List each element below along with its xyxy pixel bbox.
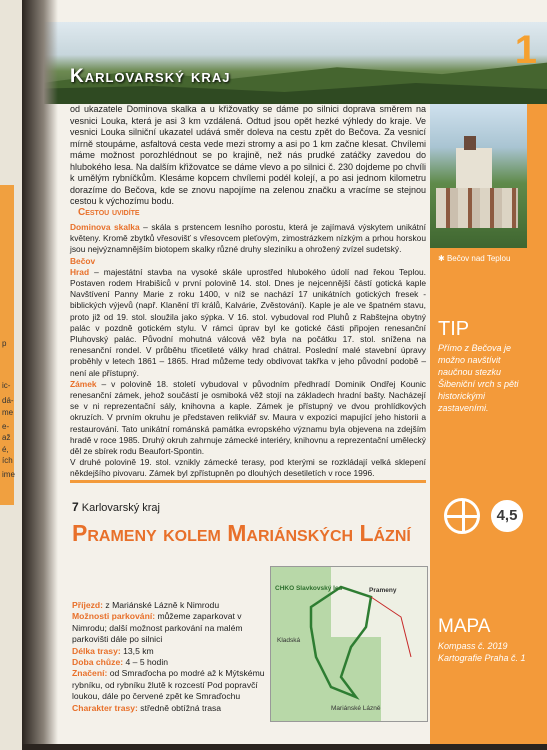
fragment: p <box>2 339 7 348</box>
info-row: Délka trasy: 13,5 km <box>72 645 154 656</box>
bottom-edge <box>22 744 547 750</box>
fragment: až <box>2 433 11 442</box>
info-row: Příjezd: z Mariánské Lázně k Nimrodu <box>72 600 220 610</box>
fragment: dá- <box>2 396 14 405</box>
fragment: me <box>2 408 14 417</box>
castle-photo <box>430 104 527 248</box>
header-banner-photo <box>22 22 547 104</box>
map-title: MAPA <box>438 616 491 637</box>
info-row: Značení: od Smraďocha po modré až k Mýtskému rybníku, od rybníku žlutě k rozcestí Pod popravčí loukou, dále po červené zpět ke Smraďochu <box>72 668 265 702</box>
difficulty-icon <box>444 498 480 534</box>
route-subheading: 7 Karlovarský kraj <box>72 500 160 514</box>
route-title: Prameny kolem Mariánských Lázní <box>72 520 411 546</box>
fragment: ic- <box>2 381 11 390</box>
info-row: Charakter trasy: středně obtížná trasa <box>72 702 222 713</box>
tip-title: TIP <box>438 318 470 340</box>
fragment: ích <box>2 456 13 465</box>
book-gutter <box>22 0 58 750</box>
info-row: Doba chůze: 4 – 5 hodin <box>72 657 169 668</box>
rating-badge: 4,5 <box>489 498 525 534</box>
fragment: e- <box>2 422 10 431</box>
region-title: Karlovarský kraj <box>70 66 231 87</box>
info-row: Možnosti parkování: můžeme zaparkovat v Nimrodu; další možnost parkování na malém parkovišti dále po silnici <box>72 611 243 645</box>
route-info <box>72 600 267 714</box>
map-text: Kompass č. 2019 Kartografie Praha č. 1 <box>438 641 526 663</box>
chapter-number: 1 <box>514 28 537 72</box>
sights-text: Dominova skalka – skála s prstencem lesního porostu, která je zajímavá výskytem unikátní květeny. Kromě zbytků vřesovišť s vřesovcem pleťovým, zimostrázkem nízkým a prhou horskou jsou nejvýznamnějším biotopem skalky různé druhy sleziníku a ohrožený zvízel sudetský. Bečov Hrad – majestátní stavba na vysoké skále uprostřed hlubokého údolí nad řekou Teplou. Postaven rodem Hrabišiců v první polovině 14. stol. Dnes je nejcennější částí gotická kaple Navštívení Panny Marie z roku 1400, v níž se nachází 17 unikátních gotických fresek - biblických výjevů (např. Klanění tří králů, Kalvárie, Zvěstování). Kaple je ale ve špatném stavu, proto již od 19. stol. sloužila jako sýpka. V 16. stol. vybudoval rod Pluhů z Rabštejna obytný palác v pozdně gotickém stylu. V rámci úprav byl ke gotické části připojen renesanční Pluhovský palác. Původní mohutná válcová věž byla na počátku 17. stol. snížena na renesanční rondel. V průběhu třicetileté války hrad chátral. Poslední malé stavební úpravy proběhly v letech 1861 – 1865. Hrad můžeme tedy obdivovat takřka v jeho původní podobě – není ale přístupný. Zámek – v polovině 18. století vybudoval v původním předhradí Dominik Ondřej Kounic renesanční zámek, jehož součástí je osmiboká věž stojí na základech hradní baštу. Nacházejí se v ni reprezentační sály, knihovna a kaple. Zámek je přístupný ve dvou prohlídkových okruzích. V prvním okruhu je představen relikviář sv. Maura v expozici mapující jeho historii a restaurování. Tato unikátní románská památka evropského významu byla objevena na zdejším hradě v roce 1985. Druhý okruh zahrnuje zámecké interiéry, knihovnu a reprezentační umělecký děl ze sbírek rodu Beaufort-Spontin. V druhé polovině 19. stol. vznikly zámecké terasy, pod kterými se rozkládají velká sklepení někdejšího pivovaru. Zámek byl zpřístupněn po dlouhých desetiletích v roce 1996. <box>70 222 426 479</box>
intro-paragraph: od ukazatele Dominova skalka a u křižovatky se dáme po silnici doprava směrem na vesnici Louka, která je asi 3 km vzdálená. Odtud jsou opět hezké výhledy do kraje. Ve vesnici Louka silniční ukazatel udává směr dolevа na cestu zpět do Bečova. Za vesnicí mírně stoupáme, asfaltová cesta vede mezi stromy a asi po 1 km začne klesat. Chvílemi máme možnost porozhlédnout se po krajině, než nás prudké zatáčky zavedou do hlubokého lesa. Na dalším křižovatce se dáme vlevo a po silnici č. 230 dojdeme po chvíli k umělým rybníčkům. Klesáme kopcem chvílemi podél kolejí, a po asi jednom kilometru dorazíme do Bečova, kde se znovu napojíme na zelenou značku a vracíme se stejnou cestou k výchozímu bodu. <box>70 104 426 206</box>
tip-text: Přímo z Bečova je možno navštívit naučnou stezku Šibeniční vrch s pěti historickými zastaveními. <box>438 343 519 413</box>
sights-heading: Cestou uvidíte <box>78 207 140 218</box>
previous-page-edge <box>0 0 22 750</box>
photo-caption: ✱ Bečov nad Teplou <box>438 254 511 263</box>
section-divider <box>70 480 426 483</box>
route-map: CHKO Slavkovský les Prameny Kladská Mariánské Lázně <box>270 566 428 722</box>
fragment: ime <box>2 470 15 479</box>
fragment: é, <box>2 445 9 454</box>
